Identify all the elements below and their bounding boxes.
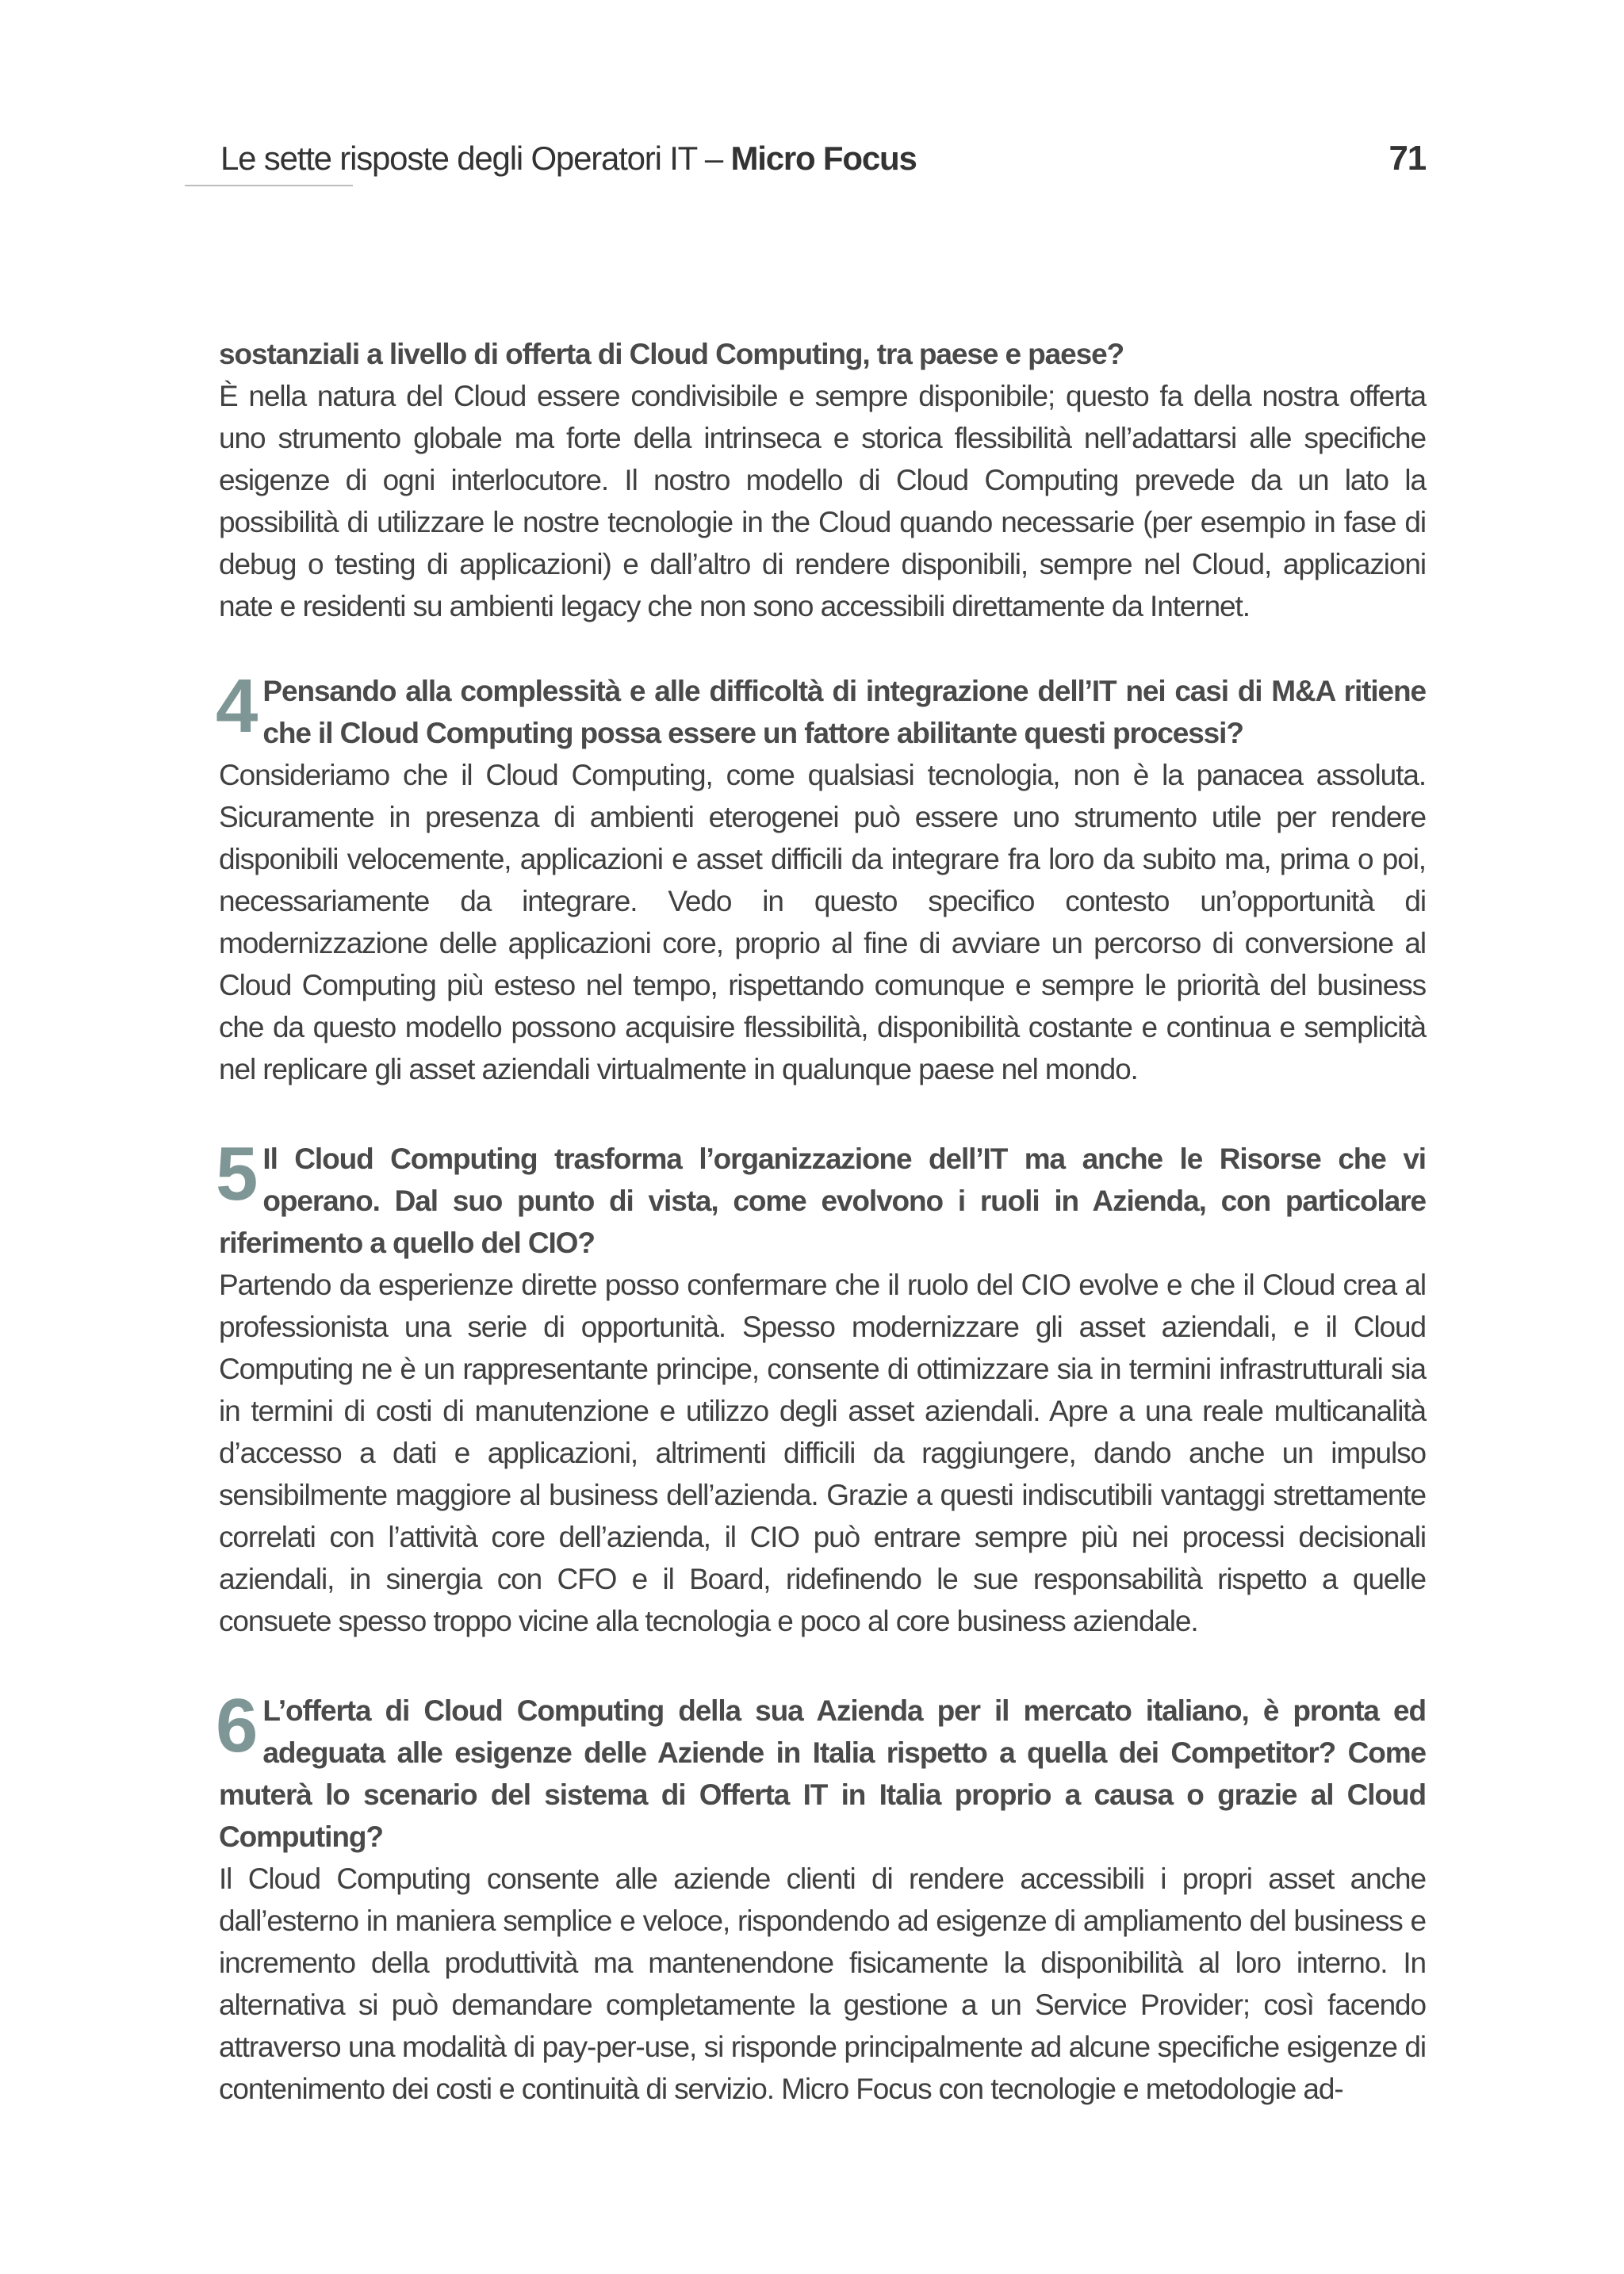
page-body bbox=[216, 333, 1426, 2110]
question-number-5: 5 bbox=[216, 1131, 259, 1216]
question-3-tail: sostanziali a livello di offerta di Cloud Computing, tra paese e paese? bbox=[219, 338, 1124, 370]
question-number-6: 6 bbox=[216, 1683, 259, 1768]
question-6: L’offerta di Cloud Computing della sua Azienda per il mercato italiano, è pronta ed adeguata alle esigenze delle Aziende in Italia rispetto a quella dei Competitor? Come muterà lo scenario del sistema di Offerta IT in Italia proprio a causa o grazie al Cloud Computing? bbox=[219, 1694, 1426, 1853]
question-4: Pensando alla complessità e alle difficoltà di integrazione dell’IT nei casi di M&A ritiene che il Cloud Computing possa essere un fattore abilitante questi processi? bbox=[262, 675, 1426, 749]
answer-3: È nella natura del Cloud essere condivisibile e sempre disponibile; questo fa della nostra offerta uno strumento globale ma forte della intrinseca e storica flessibilità nell’adattarsi alle specifiche esigenze di ogni interlocutore. Il nostro modello di Cloud Computing prevede da un lato la possibilità di utilizzare le nostre tecnologie in the Cloud quando necessarie (per esempio in fase di debug o testing di applicazioni) e dall’altro di rendere disponibili, sempre nel Cloud, applicazioni nate e residenti su ambienti legacy che non sono accessibili direttamente da Internet. bbox=[219, 380, 1426, 622]
header-title: Le sette risposte degli Operatori IT – bbox=[220, 140, 731, 177]
answer-5: Partendo da esperienze dirette posso confermare che il ruolo del CIO evolve e che il Cloud crea al professionista una serie di opportunità. Spesso modernizzare gli asset aziendali, e il Cloud Computing ne è un rappresentante principe, consente di ottimizzare sia in termini infrastrutturali sia in termini di costi di manutenzione e utilizzo degli asset aziendali. Apre a una reale multicanalità d’accesso a dati e applicazioni, altrimenti difficili da raggiungere, dando anche un impulso sensibilmente maggiore al business dell’azienda. Grazie a questi indiscutibili vantaggi strettamente correlati con l’attività core dell’azienda, il CIO può entrare sempre più nei processi decisionali aziendali, in sinergia con CFO e il Board, ridefinendo le sue responsabilità rispetto a quelle consuete spesso troppo vicine alla tecnologia e poco al core business aziendale. bbox=[219, 1269, 1426, 1637]
question-number-4: 4 bbox=[216, 664, 259, 748]
question-5: Il Cloud Computing trasforma l’organizzazione dell’IT ma anche le Risorse che vi operano. Dal suo punto di vista, come evolvono i ruoli in Azienda, con particolare riferimento a quello del CIO? bbox=[219, 1143, 1426, 1259]
running-header bbox=[220, 135, 1426, 182]
section-5 bbox=[216, 1131, 1426, 1642]
page-number: 71 bbox=[1388, 139, 1426, 178]
section-6 bbox=[216, 1683, 1426, 2110]
section-4 bbox=[216, 664, 1426, 1090]
answer-6: Il Cloud Computing consente alle aziende clienti di rendere accessibili i propri asset anche dall’esterno in maniera semplice e veloce, rispondendo ad esigenze di ampliamento del business e incremento della produttività ma mantenendone fisicamente la disponibilità al loro interno. In alternativa si può demandare completamente la gestione a un Service Provider; così facendo attraverso una modalità di pay-per-use, si risponde principalmente ad alcune specifiche esigenze di contenimento dei costi e continuità di servizio. Micro Focus con tecnologie e metodologie ad- bbox=[219, 1862, 1426, 2105]
header-rule bbox=[185, 185, 353, 186]
answer-4: Consideriamo che il Cloud Computing, come qualsiasi tecnologia, non è la panacea assoluta. Sicuramente in presenza di ambienti eterogenei può essere uno strumento utile per rendere disponibili velocemente, applicazioni e asset difficili da integrare fra loro da subito ma, prima o poi, necessariamente da integrare. Vedo in questo specifico contesto un’opportunità di modernizzazione delle applicazioni core, proprio al fine di avviare un percorso di conversione al Cloud Computing più esteso nel tempo, rispettando comunque e sempre le priorità del business che da questo modello possono acquisire flessibilità, disponibilità costante e continua e semplicità nel replicare gli asset aziendali virtualmente in qualunque paese nel mondo. bbox=[219, 759, 1426, 1085]
header-company: Micro Focus bbox=[730, 140, 917, 177]
